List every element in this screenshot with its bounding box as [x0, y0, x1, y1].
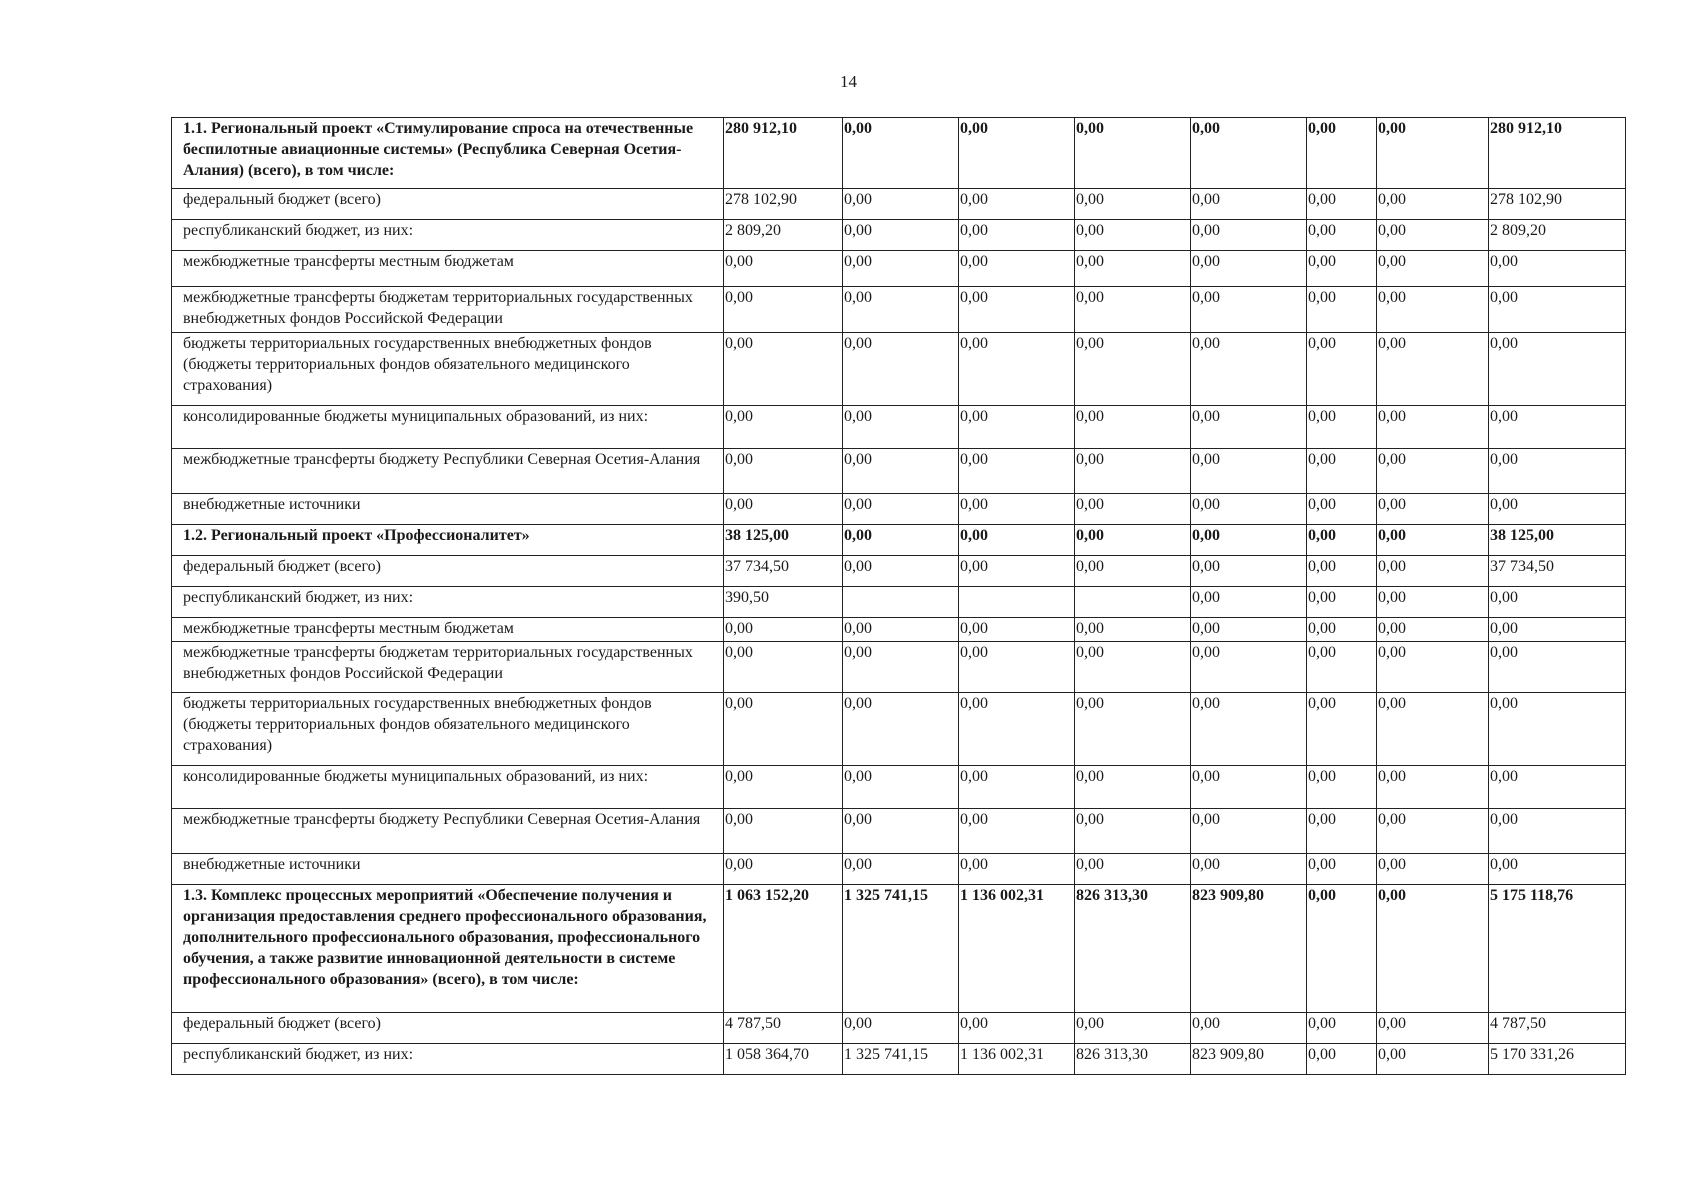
value-cell: 0,00 — [724, 854, 843, 885]
value-cell: 0,00 — [1307, 556, 1377, 587]
table-row — [172, 809, 1626, 854]
value-cell: 0,00 — [959, 220, 1075, 251]
value-cell: 0,00 — [1307, 118, 1377, 189]
row-label: республиканский бюджет, из них: — [172, 1044, 724, 1075]
value-cell — [843, 587, 959, 618]
table-row — [172, 220, 1626, 251]
table-row — [172, 333, 1626, 406]
value-cell: 0,00 — [1075, 642, 1191, 693]
value-cell — [1075, 587, 1191, 618]
value-cell: 0,00 — [1075, 287, 1191, 333]
value-cell: 0,00 — [1191, 220, 1307, 251]
value-cell: 0,00 — [959, 642, 1075, 693]
value-cell: 0,00 — [1489, 449, 1626, 494]
value-cell: 0,00 — [843, 556, 959, 587]
value-cell: 0,00 — [959, 556, 1075, 587]
table-row — [172, 587, 1626, 618]
value-cell: 0,00 — [1377, 220, 1489, 251]
value-cell: 0,00 — [959, 525, 1075, 556]
value-cell: 0,00 — [1377, 885, 1489, 1013]
value-cell: 0,00 — [1307, 766, 1377, 809]
value-cell: 0,00 — [724, 766, 843, 809]
value-cell: 0,00 — [1377, 251, 1489, 287]
value-cell: 0,00 — [1075, 766, 1191, 809]
value-cell: 0,00 — [843, 809, 959, 854]
value-cell: 0,00 — [1307, 642, 1377, 693]
value-cell: 0,00 — [959, 618, 1075, 642]
value-cell: 0,00 — [1489, 287, 1626, 333]
table-row-section — [172, 885, 1626, 1013]
value-cell: 0,00 — [1075, 251, 1191, 287]
value-cell: 0,00 — [843, 251, 959, 287]
row-label: консолидированные бюджеты муниципальных образований, из них: — [172, 766, 724, 809]
value-cell: 0,00 — [1307, 1044, 1377, 1075]
value-cell: 0,00 — [1191, 333, 1307, 406]
value-cell: 0,00 — [1075, 118, 1191, 189]
value-cell: 0,00 — [843, 287, 959, 333]
value-cell: 0,00 — [724, 251, 843, 287]
value-cell: 1 063 152,20 — [724, 885, 843, 1013]
value-cell: 0,00 — [1191, 556, 1307, 587]
value-cell: 0,00 — [843, 766, 959, 809]
value-cell: 1 136 002,31 — [959, 885, 1075, 1013]
row-label: межбюджетные трансферты бюджету Республики Северная Осетия-Алания — [172, 449, 724, 494]
value-cell: 0,00 — [959, 287, 1075, 333]
value-cell: 0,00 — [1075, 809, 1191, 854]
value-cell: 0,00 — [843, 618, 959, 642]
value-cell: 0,00 — [1489, 693, 1626, 766]
value-cell: 0,00 — [1377, 809, 1489, 854]
value-cell: 0,00 — [1191, 854, 1307, 885]
table-row — [172, 494, 1626, 525]
value-cell: 0,00 — [959, 189, 1075, 220]
value-cell: 0,00 — [1075, 494, 1191, 525]
value-cell: 2 809,20 — [1489, 220, 1626, 251]
table-row — [172, 449, 1626, 494]
row-label: 1.3. Комплекс процессных мероприятий «Обеспечение получения и организация предоставления среднего профессионального образования, дополнительного профессионального образования, профессионального обучения, а также развитие инновационной деятельности в системе профессионального образования» (всего), в том числе: — [172, 885, 724, 1013]
value-cell: 4 787,50 — [1489, 1013, 1626, 1044]
value-cell: 0,00 — [1489, 766, 1626, 809]
value-cell: 826 313,30 — [1075, 885, 1191, 1013]
value-cell: 826 313,30 — [1075, 1044, 1191, 1075]
value-cell: 0,00 — [1191, 287, 1307, 333]
row-label: внебюджетные источники — [172, 494, 724, 525]
value-cell: 0,00 — [959, 449, 1075, 494]
value-cell: 0,00 — [1075, 693, 1191, 766]
value-cell: 0,00 — [843, 449, 959, 494]
value-cell: 0,00 — [1307, 525, 1377, 556]
row-label: республиканский бюджет, из них: — [172, 220, 724, 251]
row-label: бюджеты территориальных государственных внебюджетных фондов (бюджеты территориальных фондов обязательного медицинского страхования) — [172, 333, 724, 406]
value-cell: 0,00 — [1307, 287, 1377, 333]
value-cell: 0,00 — [724, 618, 843, 642]
table-row — [172, 766, 1626, 809]
value-cell: 2 809,20 — [724, 220, 843, 251]
table-row — [172, 618, 1626, 642]
value-cell: 0,00 — [843, 693, 959, 766]
value-cell: 0,00 — [1377, 693, 1489, 766]
value-cell: 0,00 — [1191, 449, 1307, 494]
row-label: межбюджетные трансферты бюджетам территориальных государственных внебюджетных фондов Российской Федерации — [172, 642, 724, 693]
page-number: 14 — [840, 72, 857, 91]
value-cell: 0,00 — [959, 766, 1075, 809]
value-cell: 0,00 — [959, 251, 1075, 287]
table-row — [172, 251, 1626, 287]
value-cell: 0,00 — [1307, 333, 1377, 406]
value-cell: 0,00 — [1489, 854, 1626, 885]
value-cell: 0,00 — [1191, 189, 1307, 220]
value-cell: 1 325 741,15 — [843, 1044, 959, 1075]
value-cell: 0,00 — [1307, 809, 1377, 854]
row-label: межбюджетные трансферты местным бюджетам — [172, 618, 724, 642]
value-cell: 0,00 — [1191, 406, 1307, 449]
value-cell: 0,00 — [1191, 525, 1307, 556]
value-cell: 0,00 — [1489, 642, 1626, 693]
value-cell: 0,00 — [1191, 251, 1307, 287]
table-row — [172, 406, 1626, 449]
value-cell: 0,00 — [1307, 885, 1377, 1013]
value-cell: 0,00 — [1191, 587, 1307, 618]
value-cell: 0,00 — [724, 693, 843, 766]
value-cell: 0,00 — [959, 1013, 1075, 1044]
value-cell: 0,00 — [724, 406, 843, 449]
row-label: внебюджетные источники — [172, 854, 724, 885]
value-cell: 38 125,00 — [724, 525, 843, 556]
value-cell: 0,00 — [959, 494, 1075, 525]
value-cell: 0,00 — [959, 854, 1075, 885]
row-label: 1.2. Региональный проект «Профессионалитет» — [172, 525, 724, 556]
row-label: федеральный бюджет (всего) — [172, 1013, 724, 1044]
value-cell: 0,00 — [843, 525, 959, 556]
value-cell: 0,00 — [843, 494, 959, 525]
value-cell: 0,00 — [959, 693, 1075, 766]
table-row — [172, 1013, 1626, 1044]
value-cell: 1 325 741,15 — [843, 885, 959, 1013]
value-cell: 0,00 — [1489, 406, 1626, 449]
table-row-section — [172, 525, 1626, 556]
value-cell: 0,00 — [1377, 618, 1489, 642]
value-cell: 0,00 — [1489, 333, 1626, 406]
value-cell: 0,00 — [959, 809, 1075, 854]
value-cell: 37 734,50 — [1489, 556, 1626, 587]
value-cell: 0,00 — [724, 449, 843, 494]
value-cell: 0,00 — [1075, 449, 1191, 494]
value-cell: 0,00 — [1377, 449, 1489, 494]
value-cell: 0,00 — [1075, 618, 1191, 642]
value-cell: 823 909,80 — [1191, 1044, 1307, 1075]
value-cell: 0,00 — [1377, 642, 1489, 693]
value-cell: 0,00 — [1191, 766, 1307, 809]
value-cell: 0,00 — [1075, 220, 1191, 251]
value-cell: 0,00 — [843, 333, 959, 406]
value-cell: 0,00 — [1191, 1013, 1307, 1044]
value-cell: 0,00 — [1307, 406, 1377, 449]
value-cell: 0,00 — [1307, 618, 1377, 642]
value-cell: 0,00 — [724, 809, 843, 854]
value-cell: 0,00 — [1307, 220, 1377, 251]
value-cell: 5 175 118,76 — [1489, 885, 1626, 1013]
value-cell: 0,00 — [1075, 556, 1191, 587]
value-cell: 0,00 — [1075, 525, 1191, 556]
value-cell: 0,00 — [843, 854, 959, 885]
value-cell: 0,00 — [1489, 618, 1626, 642]
value-cell: 278 102,90 — [724, 189, 843, 220]
row-label: межбюджетные трансферты местным бюджетам — [172, 251, 724, 287]
row-label: федеральный бюджет (всего) — [172, 556, 724, 587]
table-row-section — [172, 118, 1626, 189]
value-cell: 390,50 — [724, 587, 843, 618]
value-cell: 0,00 — [843, 406, 959, 449]
value-cell: 0,00 — [1191, 809, 1307, 854]
value-cell: 0,00 — [1307, 189, 1377, 220]
table-row — [172, 287, 1626, 333]
value-cell: 280 912,10 — [724, 118, 843, 189]
value-cell: 0,00 — [1075, 854, 1191, 885]
value-cell: 0,00 — [1307, 449, 1377, 494]
value-cell: 280 912,10 — [1489, 118, 1626, 189]
value-cell: 0,00 — [843, 118, 959, 189]
value-cell: 0,00 — [1075, 406, 1191, 449]
value-cell: 0,00 — [1377, 766, 1489, 809]
value-cell: 0,00 — [724, 333, 843, 406]
value-cell: 0,00 — [1489, 251, 1626, 287]
value-cell: 0,00 — [1377, 406, 1489, 449]
value-cell: 0,00 — [1377, 525, 1489, 556]
value-cell: 0,00 — [724, 287, 843, 333]
value-cell: 0,00 — [1489, 494, 1626, 525]
table-row — [172, 693, 1626, 766]
value-cell: 0,00 — [843, 189, 959, 220]
value-cell: 0,00 — [1377, 1044, 1489, 1075]
value-cell: 0,00 — [1191, 693, 1307, 766]
table-row — [172, 854, 1626, 885]
budget-table — [171, 117, 1626, 1075]
value-cell: 0,00 — [1075, 1013, 1191, 1044]
value-cell: 0,00 — [1377, 287, 1489, 333]
value-cell: 0,00 — [1307, 251, 1377, 287]
value-cell: 0,00 — [1377, 118, 1489, 189]
value-cell: 0,00 — [1377, 587, 1489, 618]
value-cell: 823 909,80 — [1191, 885, 1307, 1013]
row-label: межбюджетные трансферты бюджету Республики Северная Осетия-Алания — [172, 809, 724, 854]
value-cell: 0,00 — [1377, 1013, 1489, 1044]
value-cell: 0,00 — [1307, 693, 1377, 766]
value-cell: 0,00 — [1191, 642, 1307, 693]
value-cell: 0,00 — [724, 494, 843, 525]
value-cell: 0,00 — [1377, 189, 1489, 220]
value-cell: 0,00 — [1377, 854, 1489, 885]
value-cell: 0,00 — [1377, 556, 1489, 587]
value-cell: 0,00 — [1489, 587, 1626, 618]
value-cell: 278 102,90 — [1489, 189, 1626, 220]
value-cell: 37 734,50 — [724, 556, 843, 587]
value-cell: 0,00 — [843, 220, 959, 251]
value-cell — [959, 587, 1075, 618]
value-cell: 0,00 — [959, 406, 1075, 449]
value-cell: 5 170 331,26 — [1489, 1044, 1626, 1075]
value-cell: 0,00 — [843, 642, 959, 693]
value-cell: 0,00 — [1075, 333, 1191, 406]
value-cell: 0,00 — [843, 1013, 959, 1044]
value-cell: 0,00 — [724, 642, 843, 693]
value-cell: 38 125,00 — [1489, 525, 1626, 556]
table-row — [172, 556, 1626, 587]
value-cell: 0,00 — [1191, 494, 1307, 525]
value-cell: 0,00 — [1075, 189, 1191, 220]
row-label: 1.1. Региональный проект «Стимулирование спроса на отечественные беспилотные авиационные системы» (Республика Северная Осетия-Алания) (всего), в том числе: — [172, 118, 724, 189]
table-row — [172, 642, 1626, 693]
value-cell: 0,00 — [1191, 618, 1307, 642]
value-cell: 0,00 — [1377, 333, 1489, 406]
value-cell: 1 136 002,31 — [959, 1044, 1075, 1075]
value-cell: 0,00 — [1489, 809, 1626, 854]
row-label: консолидированные бюджеты муниципальных образований, из них: — [172, 406, 724, 449]
row-label: межбюджетные трансферты бюджетам территориальных государственных внебюджетных фондов Российской Федерации — [172, 287, 724, 333]
value-cell: 0,00 — [1307, 587, 1377, 618]
value-cell: 1 058 364,70 — [724, 1044, 843, 1075]
value-cell: 0,00 — [1377, 494, 1489, 525]
value-cell: 0,00 — [959, 118, 1075, 189]
value-cell: 0,00 — [959, 333, 1075, 406]
value-cell: 0,00 — [1191, 118, 1307, 189]
value-cell: 4 787,50 — [724, 1013, 843, 1044]
row-label: федеральный бюджет (всего) — [172, 189, 724, 220]
value-cell: 0,00 — [1307, 494, 1377, 525]
row-label: бюджеты территориальных государственных внебюджетных фондов (бюджеты территориальных фондов обязательного медицинского страхования) — [172, 693, 724, 766]
table-row — [172, 189, 1626, 220]
value-cell: 0,00 — [1307, 1013, 1377, 1044]
table-row — [172, 1044, 1626, 1075]
value-cell: 0,00 — [1307, 854, 1377, 885]
row-label: республиканский бюджет, из них: — [172, 587, 724, 618]
